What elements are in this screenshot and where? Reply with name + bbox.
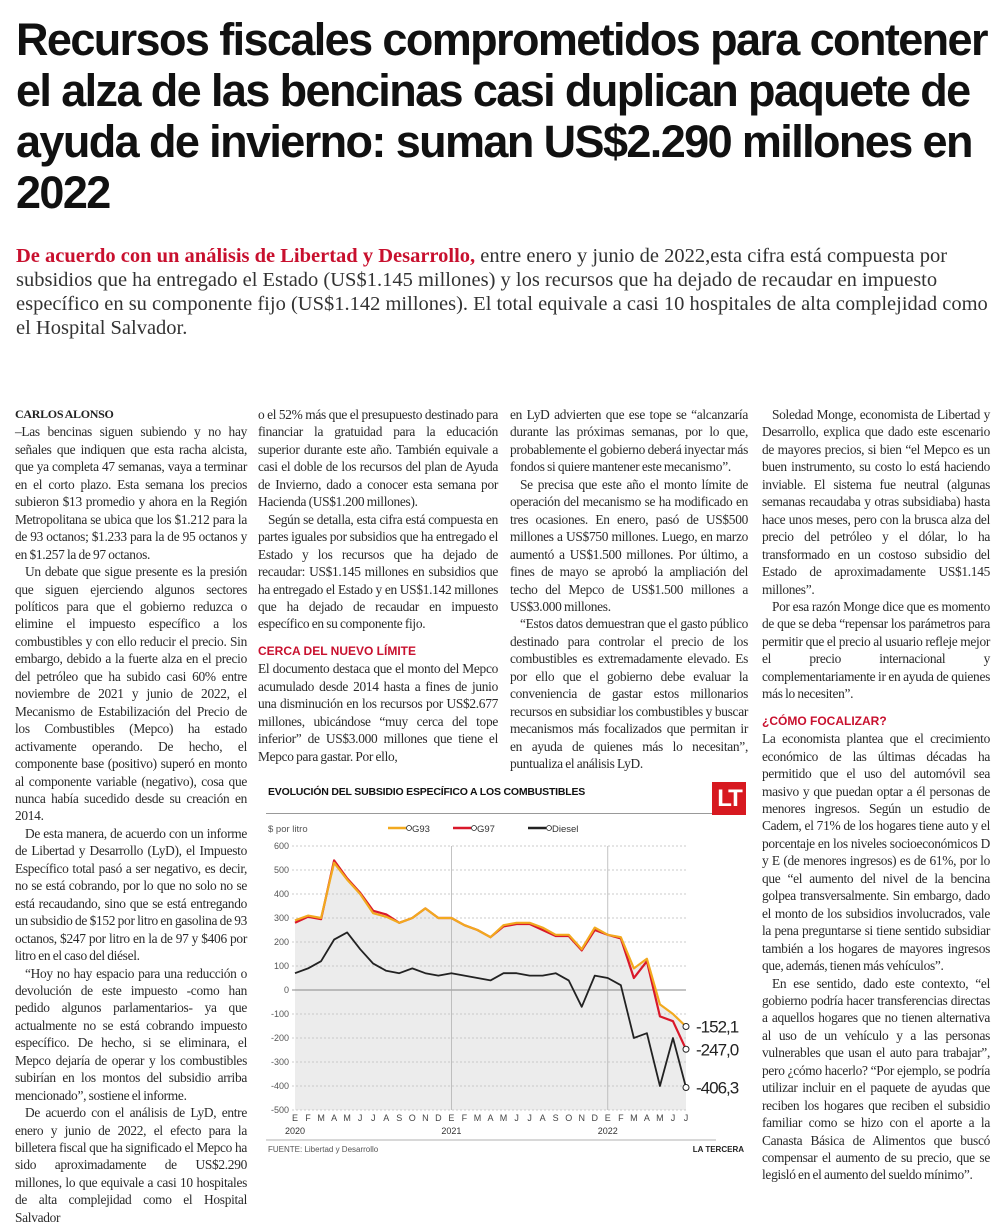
- headline: Recursos fiscales comprometidos para contener el alza de las bencinas casi duplican paquete de ayuda de invierno: suman US$2.290 millones en 2022: [16, 14, 987, 218]
- subheading: ¿CÓMO FOCALIZAR?: [762, 713, 887, 728]
- paragraph: De esta manera, de acuerdo con un informe de Libertad y Desarrollo (LyD), el Impuesto Específico total pasó a ser negativo, es decir, no se está cobrando, por lo que no solo no se está recaudando, sino que se está entregando un subsidio de $152 por litro en gasolina de 93 octanos, $247 por litro en la de 97 y $406 por litro en el caso del diésel.: [15, 825, 247, 964]
- x-tick-label: F: [305, 1113, 311, 1123]
- y-tick-label: 0: [283, 985, 289, 995]
- chart-title: EVOLUCIÓN DEL SUBSIDIO ESPECÍFICO A LOS COMBUSTIBLES: [268, 786, 586, 798]
- chart-source: FUENTE: Libertad y Desarrollo: [268, 1145, 379, 1154]
- y-tick-label: 300: [273, 913, 289, 923]
- chart-area-fill: [295, 863, 686, 1110]
- x-tick-label: E: [448, 1113, 455, 1123]
- article-column-4: [762, 406, 990, 1184]
- x-tick-label: A: [539, 1113, 546, 1123]
- y-tick-label: -100: [270, 1009, 289, 1019]
- x-tick-label: M: [499, 1113, 508, 1123]
- article-column-2: [258, 406, 498, 765]
- paragraph: o el 52% más que el presupuesto destinado para financiar la gratuidad para la educación superior durante este año. También equivale a casi el doble de los recursos del plan de Ayuda de Invierno, dado a conocer esta semana por Hacienda (US$1.200 millones).: [258, 407, 498, 510]
- y-tick-label: 400: [273, 889, 289, 899]
- paragraph: El documento destaca que el monto del Mepco acumulado desde 2014 hasta a fines de junio una disminución en los recursos por US$2.677 millones, ubicándose “muy cerca del tope inferior” de US$3.000 millones que tiene el Mepco para gastar. Por ello,: [258, 661, 498, 764]
- legend-marker: [472, 826, 477, 831]
- x-tick-label: E: [604, 1113, 611, 1123]
- byline: CARLOS ALONSO: [15, 407, 114, 421]
- end-point-marker: [683, 1024, 689, 1030]
- paragraph: en LyD advierten que ese tope se “alcanzaría durante las próximas semanas, por lo que, probablemente el gobierno deberá inyectar más fondos si quiere mantener este mecanismo”.: [510, 407, 748, 475]
- chart-divider: [266, 813, 716, 814]
- end-value-label: -406,3: [696, 1078, 739, 1098]
- x-tick-label: S: [552, 1113, 559, 1123]
- y-tick-label: -400: [270, 1081, 289, 1091]
- y-axis-label: $ por litro: [268, 824, 308, 835]
- x-tick-label: E: [291, 1113, 299, 1123]
- x-tick-label: O: [565, 1113, 573, 1123]
- year-label: 2022: [597, 1126, 618, 1136]
- subsidy-chart: [258, 782, 746, 1158]
- x-tick-label: F: [618, 1113, 624, 1123]
- subheading: CERCA DEL NUEVO LÍMITE: [258, 643, 417, 658]
- end-value-label: -152,1: [696, 1017, 739, 1037]
- y-tick-label: 100: [273, 961, 289, 971]
- lead-kicker: De acuerdo con un análisis de Libertad y Desarrollo,: [16, 245, 476, 267]
- legend-marker: [407, 826, 412, 831]
- end-point-marker: [683, 1085, 689, 1091]
- chart-brand: LA TERCERA: [692, 1145, 744, 1154]
- x-tick-label: D: [591, 1113, 599, 1123]
- x-tick-label: M: [317, 1113, 325, 1123]
- paragraph: “Hoy no hay espacio para una reducción o devolución de este impuesto -como han pedido algunos parlamentarios- ya que actualmente no se está cobrando impuesto específico. De hecho, si se eliminara, el Mepco dejaría de operar y los combustibles subirían en los montos del subsidio arriba mencionado”, sostiene el informe.: [15, 965, 247, 1103]
- x-tick-label: D: [435, 1113, 442, 1123]
- y-tick-label: 200: [273, 937, 289, 947]
- x-tick-label: O: [408, 1113, 416, 1123]
- x-tick-label: N: [578, 1113, 585, 1123]
- x-tick-label: A: [331, 1113, 338, 1123]
- x-tick-label: J: [683, 1113, 689, 1123]
- x-tick-label: J: [514, 1113, 519, 1123]
- y-tick-label: 500: [273, 865, 289, 875]
- paragraph: Según se detalla, esta cifra está compuesta en partes iguales por subsidios que ha entregado el Estado y los recursos que ha dejado de recaudar: US$1.145 millones en subsidios que ha entregado el Estado y en US$1.142 millones que ha dejado de recaudar en impuesto específico en su componente fijo.: [258, 511, 498, 632]
- year-label: 2020: [284, 1126, 306, 1136]
- legend-marker: [547, 826, 552, 831]
- chart-plot: [258, 782, 746, 1158]
- y-tick-label: -200: [270, 1033, 289, 1043]
- lead-text: entre enero y junio de 2022,esta cifra está compuesta por subsidios que ha entregado el Estado (US$1.145 millones) y los recursos que ha dejado de recaudar en impuesto específico en su componente fijo (US$1.142 millones). El total equivale a casi 10 hospitales de alta complejidad como el Hospital Salvador.: [16, 245, 988, 339]
- paragraph: –Las bencinas siguen subiendo y no hay señales que indiquen que esta racha alcista, que ya completa 47 semanas, vaya a terminar en el corto plazo. Esta semana los precios subieron $13 promedio y ahora en la Región Metropolitana se ubica que los $1.212 para la de 93 octanos; $1.233 para la de 95 octanos y en $1.257 la de 97 octanos.: [15, 424, 247, 562]
- x-tick-label: J: [357, 1113, 363, 1123]
- legend-label: Diesel: [552, 824, 579, 835]
- article-column-1: [15, 406, 247, 1226]
- paragraph: “Estos datos demuestran que el gasto público destinado para controlar el precio de los combustibles es extremadamente elevado. Es por ello que el gobierno debe evaluar la conveniencia de gastar estos millonarios recursos en subsidiar los combustibles y buscar mecanismos más focalizados que permitan ir en ayuda de quienes más lo necesitan”, puntualiza el análisis LyD.: [510, 616, 748, 772]
- end-point-marker: [683, 1046, 689, 1052]
- x-tick-label: N: [422, 1113, 429, 1123]
- paragraph: Un debate que sigue presente es la presión que siguen ejerciendo algunos sectores políticos para que el gobierno reduzca o elimine el impuesto específico a los combustibles y con ello reducir el precio. Sin embargo, debido a la fuerte alza en el precio del petróleo que ha subido casi 60% entre noviembre de 2021 y junio de 2022, el Mecanismo de Estabilización del Precio de los Combustibles (Mepco) ha estado activamente operando. De hecho, el componente base (positivo) superó en monto al componente variable (negativo), cosa que nunca había sucedido desde su creación en 2014.: [15, 564, 247, 824]
- year-label: 2021: [441, 1126, 462, 1136]
- x-tick-label: M: [656, 1113, 664, 1123]
- end-value-label: -247,0: [696, 1040, 739, 1060]
- x-tick-label: J: [370, 1113, 376, 1123]
- legend-label: G97: [477, 824, 495, 835]
- y-tick-label: -300: [270, 1057, 289, 1067]
- x-tick-label: A: [643, 1113, 650, 1123]
- paragraph: Por esa razón Monge dice que es momento de que se deba “repensar los parámetros para permitir que el precio al usuario refleje mejor el precio internacional y complementariamente ir en ayuda de quienes más lo necesiten”.: [762, 598, 990, 702]
- x-tick-label: S: [396, 1113, 403, 1123]
- x-tick-label: M: [343, 1113, 351, 1123]
- y-tick-label: -500: [270, 1105, 289, 1115]
- x-tick-label: J: [670, 1113, 676, 1123]
- x-tick-label: A: [383, 1113, 390, 1123]
- paragraph: Se precisa que este año el monto límite de operación del mecanismo se ha modificado en tres ocasiones. En enero, pasó de US$500 millones a US$750 millones. Luego, en marzo aumentó a US$1.500 millones. Por último, a fines de mayo se aprobó la ampliación del techo del Mepco de US$1.500 millones a US$3.000 millones.: [510, 476, 748, 614]
- x-tick-label: M: [630, 1113, 638, 1123]
- article-column-3: [510, 406, 748, 773]
- la-tercera-logo: LT: [712, 782, 746, 815]
- legend-label: G93: [412, 824, 430, 835]
- paragraph: De acuerdo con el análisis de LyD, entre enero y junio de 2022, el efecto para la billetera fiscal que ha significado el Mepco ha sido aproximadamente de US$2.290 millones, lo que equivale a casi 10 hospitales de alta complejidad como el Hospital Salvador: [15, 1105, 247, 1225]
- x-tick-label: F: [461, 1113, 468, 1123]
- paragraph: Soledad Monge, economista de Libertad y Desarrollo, explica que dado este escenario de mayores precios, si bien “el Mepco es un buen instrumento, su costo lo está haciendo inviable. El sistema fue neutral (algunas semanas recaudaba y otras subsidiaba) hasta hace unos meses, pero con la brusca alza del precio del petróleo y el dólar, lo ha transformado en un costoso subsidio del Estado de aproximadamente US$1.145 millones”.: [762, 407, 990, 597]
- y-tick-label: 600: [273, 841, 289, 851]
- paragraph: En ese sentido, dado este contexto, “el gobierno podría hacer transferencias directas a aquellos hogares que no tienen alternativa al uso de un vehículo y a las personas vulnerables que usan el auto para trabajar”, pero ¿cómo hacerlo? “Por ejemplo, se podría utilizar incluir en el paquete de ayudas que reciben los hogares que reciben el subsidio familiar como se hizo con el aporte a la Canasta Básica de Alimentos que buscó compensar el aumento de su precio, que se legisló en el aumento del sueldo mínimo”.: [762, 975, 990, 1183]
- x-tick-label: A: [487, 1113, 494, 1123]
- lead-paragraph: [16, 244, 991, 340]
- x-tick-label: J: [527, 1113, 532, 1123]
- paragraph: La economista plantea que el crecimiento económico de las últimas décadas ha permitido que el uso del automóvil sea masivo y que puedan optar a él personas de menores ingresos. Según un estudio de Cadem, el 71% de los hogares tiene auto y el porcentaje en los niveles socioeconómicos D y E (de menores ingresos) es de 61%, por lo que “el aumento del nivel de la bencina golpea transversalmente. Sin embargo, dado el monto de los subsidios involucrados, vale la pena preguntarse si tiene sentido subsidiar también a los hogares de mayores ingresos que, además, tienen más vehículos”.: [762, 731, 990, 974]
- x-tick-label: M: [473, 1113, 482, 1123]
